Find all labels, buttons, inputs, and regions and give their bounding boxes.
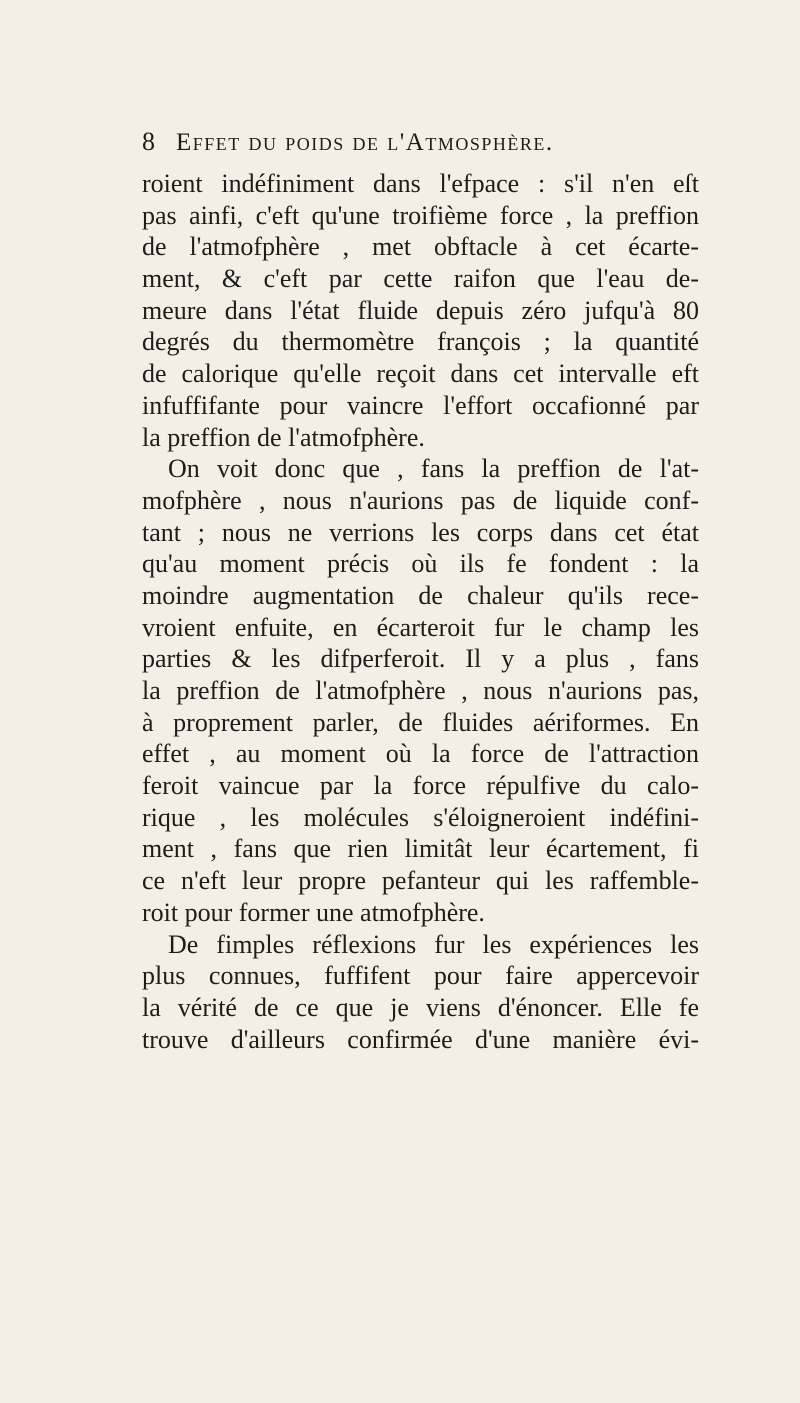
text-line: meure dans l'état fluide depuis zéro jufqu'à 80 bbox=[142, 295, 699, 325]
text-line: la preffion de l'atmofphère , nous n'aurions pas, bbox=[142, 676, 699, 705]
running-title: Effet du poids de l'Atmosphère. bbox=[176, 129, 554, 156]
text-line: la preffion de l'atmofphère. bbox=[142, 422, 425, 452]
text-line: ment , fans que rien limitât leur écartement, fi bbox=[142, 834, 699, 864]
text-line: parties & les difperferoit. Il y a plus , fans bbox=[142, 644, 699, 674]
text-line: de calorique qu'elle reçoit dans cet intervalle eft bbox=[142, 359, 699, 389]
text-line: la vérité de ce que je viens d'énoncer. Elle fe bbox=[142, 992, 699, 1022]
text-line: roient indéfiniment dans l'efpace : s'il n'en eſt bbox=[142, 169, 699, 198]
text-line: moindre augmentation de chaleur qu'ils rece- bbox=[142, 580, 699, 610]
text-line: rique , les molécules s'éloigneroient indéfini- bbox=[142, 802, 699, 832]
page-number: 8 bbox=[142, 127, 157, 156]
text-line: tant ; nous ne verrions les corps dans cet état bbox=[142, 517, 699, 547]
running-head bbox=[142, 127, 702, 167]
text-line: vroient enfuite, en écarteroit fur le champ les bbox=[142, 612, 699, 642]
text-line: roit pour former une atmofphère. bbox=[142, 897, 485, 927]
text-line: On voit donc que , fans la preffion de l'at- bbox=[168, 454, 699, 484]
text-line: degrés du thermomètre françois ; la quantité bbox=[142, 327, 699, 357]
text-line: trouve d'ailleurs confirmée d'une manière évi- bbox=[142, 1024, 699, 1054]
text-line: ment, & c'eft par cette raifon que l'eau de- bbox=[142, 264, 699, 294]
text-line: pas ainfi, c'eft qu'une troifième force , la preffion bbox=[142, 200, 699, 230]
text-line: feroit vaincue par la force répulfive du calo- bbox=[142, 771, 699, 801]
text-line: effet , au moment où la force de l'attraction bbox=[142, 739, 699, 769]
body-text bbox=[142, 168, 699, 1055]
text-line: à proprement parler, de fluides aériformes. En bbox=[142, 707, 699, 737]
text-line: qu'au moment précis où ils fe fondent : la bbox=[142, 549, 699, 579]
text-line: mofphère , nous n'aurions pas de liquide conf- bbox=[142, 485, 699, 515]
text-line: de l'atmofphère , met obftacle à cet écarte- bbox=[142, 232, 699, 262]
text-line: ce n'eft leur propre pefanteur qui les raffemble- bbox=[142, 866, 699, 896]
text-line: De fimples réflexions fur les expériences les bbox=[168, 929, 699, 959]
text-line: infuffifante pour vaincre l'effort occafionné par bbox=[142, 390, 699, 420]
text-line: plus connues, fuffifent pour faire appercevoir bbox=[142, 961, 699, 991]
